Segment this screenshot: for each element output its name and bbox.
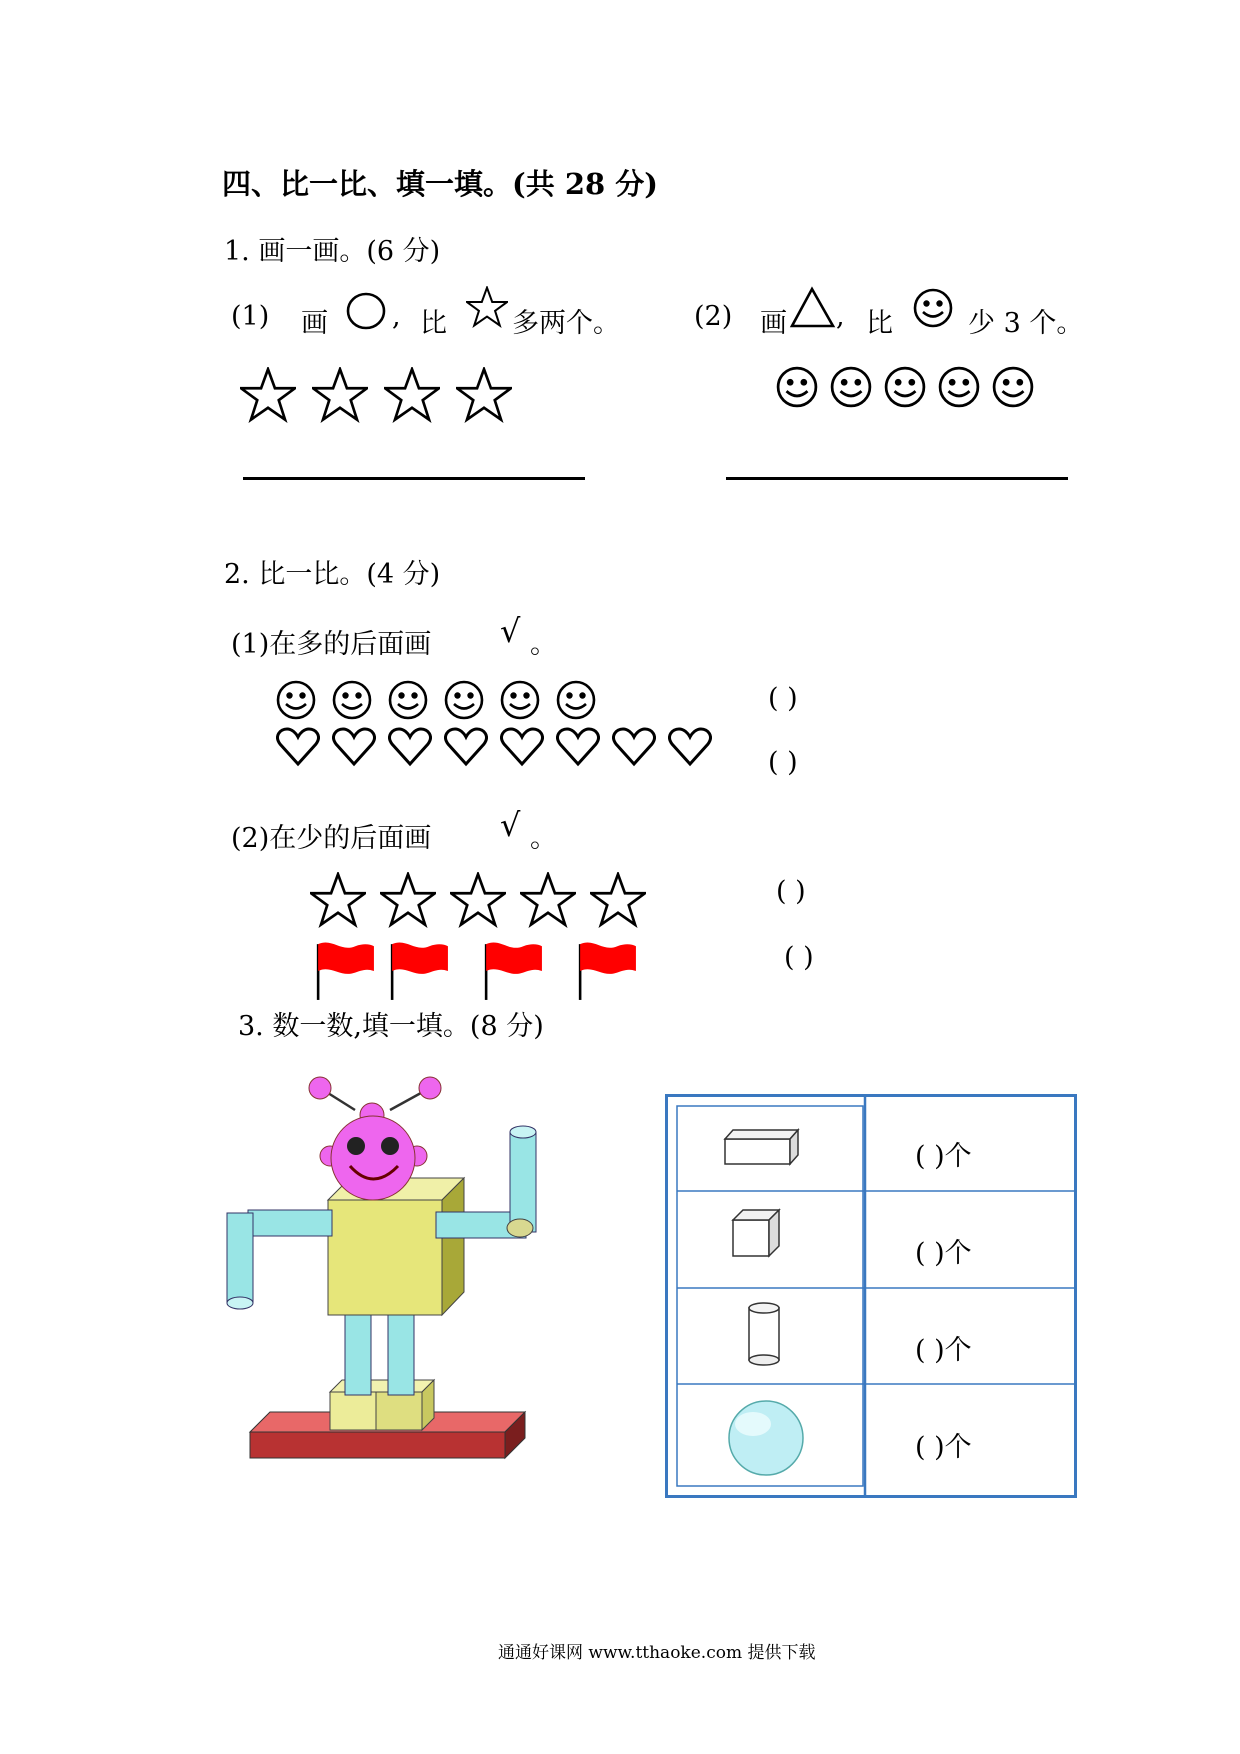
- shapes-count-table: [665, 1094, 1077, 1498]
- check-mark-icon: √: [500, 806, 521, 844]
- question-2-title: 2. 比一比。(4 分): [224, 559, 441, 590]
- answer-line-2[interactable]: [726, 477, 1068, 480]
- q2-smileys-row: [276, 680, 576, 720]
- footer-text: 通通好课网 www.tthaoke.com 提供下载: [498, 1643, 816, 1663]
- star-icon: [241, 369, 295, 419]
- heart-icon: [278, 729, 319, 764]
- red-flag-icon: [486, 943, 542, 1000]
- smiley-icon: [886, 368, 924, 406]
- q1-stars-row: [240, 367, 760, 427]
- star-icon: [521, 874, 575, 924]
- q1-part2-compare: 比: [866, 308, 893, 339]
- heart-icon: [502, 729, 543, 764]
- smiley-icon: [832, 368, 870, 406]
- answer-line-1[interactable]: [243, 477, 585, 480]
- q1-part1-compare: 比: [420, 308, 447, 339]
- answer-paren[interactable]: ( ): [768, 683, 798, 714]
- heart-icon: [558, 729, 599, 764]
- star-icon: [313, 369, 367, 419]
- question-1-title: 1. 画一画。(6 分): [224, 236, 441, 267]
- answer-paren[interactable]: ( ): [784, 942, 814, 973]
- smiley-icon: [913, 288, 953, 328]
- question-3-title: 3. 数一数,填一填。(8 分): [238, 1011, 544, 1042]
- smiley-icon: [278, 682, 314, 718]
- heart-icon: [614, 729, 655, 764]
- star-icon: [385, 369, 439, 419]
- triangle-outline-icon: [790, 286, 836, 328]
- star-icon: [466, 286, 508, 328]
- q1-part2-less: 少 3 个。: [968, 308, 1084, 339]
- star-icon: [451, 874, 505, 924]
- heart-icon: [390, 729, 431, 764]
- q1-part2-number: (2): [694, 301, 733, 332]
- red-flag-icon: [392, 943, 448, 1000]
- star-icon: [591, 874, 645, 924]
- star-icon: [457, 369, 511, 419]
- heart-icon: [334, 729, 375, 764]
- heart-icon: [446, 729, 487, 764]
- check-mark-icon: √: [500, 612, 521, 650]
- q2-part1-label: (1)在多的后面画: [231, 629, 432, 660]
- star-icon: [381, 874, 435, 924]
- smiley-icon: [390, 682, 426, 718]
- q2-flags-row: [314, 940, 654, 1004]
- q2-stars-row: [310, 872, 650, 932]
- cuboid-icon: [725, 1130, 798, 1164]
- answer-cell-sphere[interactable]: ( )个: [915, 1432, 972, 1463]
- robot-illustration: [220, 1070, 540, 1490]
- smiley-icon: [558, 682, 594, 718]
- red-flag-icon: [318, 943, 374, 1000]
- q2-hearts-row: [276, 727, 716, 769]
- smiley-icon: [446, 682, 482, 718]
- cube-icon: [733, 1210, 779, 1256]
- smiley-icon: [502, 682, 538, 718]
- smiley-icon: [778, 368, 816, 406]
- answer-cell-cuboid[interactable]: ( )个: [915, 1141, 972, 1172]
- q1-part1-number: (1): [231, 301, 270, 332]
- cylinder-icon: [749, 1303, 779, 1365]
- star-icon: [311, 874, 365, 924]
- circle-outline-icon: [346, 290, 388, 332]
- answer-paren[interactable]: ( ): [776, 876, 806, 907]
- smiley-icon: [940, 368, 978, 406]
- q1-smileys-row: [776, 366, 1046, 411]
- answer-cell-cube[interactable]: ( )个: [915, 1238, 972, 1269]
- sphere-icon: [729, 1401, 803, 1475]
- answer-cell-cylinder[interactable]: ( )个: [915, 1335, 972, 1366]
- heart-icon: [670, 729, 711, 764]
- q1-part1-more: 多两个。: [512, 308, 620, 339]
- smiley-icon: [334, 682, 370, 718]
- answer-paren[interactable]: ( ): [768, 747, 798, 778]
- red-flag-icon: [580, 943, 636, 1000]
- section-title: 四、比一比、填一填。(共 28 分): [222, 167, 658, 201]
- smiley-icon: [994, 368, 1032, 406]
- q1-part2-draw: 画: [760, 308, 787, 339]
- q1-part1-draw: 画: [301, 308, 328, 339]
- q2-part2-label: (2)在少的后面画: [231, 823, 432, 854]
